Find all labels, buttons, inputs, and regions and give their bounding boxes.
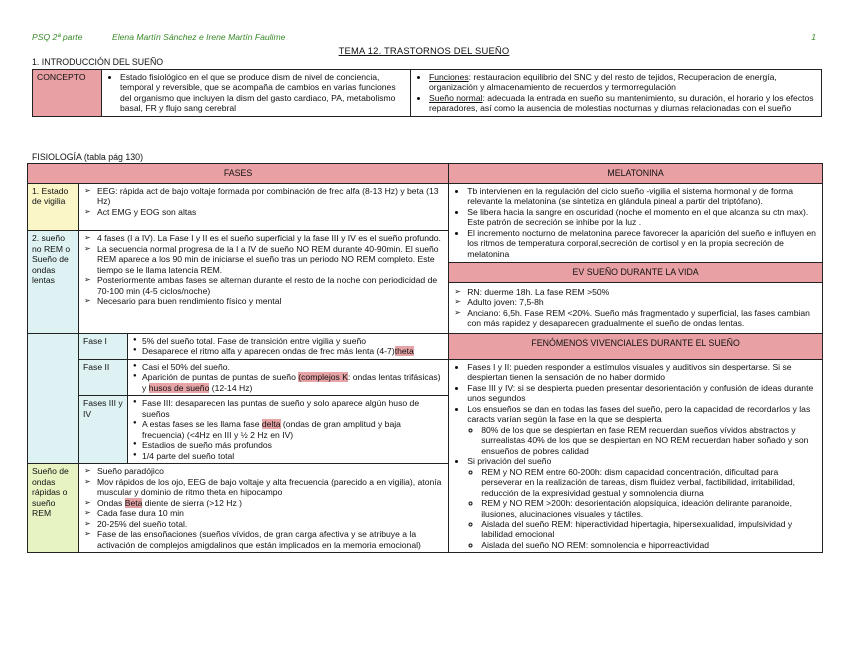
fase34-item: ● A estas fases se les llama fase delta (ondas de gran amplitud y baja frecuencia) (<4Hz en III y ½ 2 Hz en IV) xyxy=(142,419,444,440)
page-header xyxy=(32,32,816,44)
fase1-label: Fase I xyxy=(79,333,128,359)
fenomenos-item: • Fases I y II: pueden responder a estímulos visuales y auditivos sin despertarse. Si se despiertan tienen la sensación de no haber dormido xyxy=(467,362,818,383)
melatonina-item: • El incremento nocturno de melatonina parece favorecer la aparición del sueño e influyen en los ritmos de temperatura corporal,secreción de cortisol y en la propia secreción de melatonina xyxy=(467,228,818,259)
rem-item: ➢ Ondas Beta diente de sierra (>12 Hz ) xyxy=(97,498,444,508)
ev-item: ➢ Adulto joven: 7,5-8h xyxy=(467,297,818,307)
course-label: PSQ 2ª parte xyxy=(32,32,83,42)
norem-item: ➢ Necesario para buen rendimiento físico y mental xyxy=(97,296,444,306)
concept-label: CONCEPTO xyxy=(33,70,102,117)
fase1-item: ● Desaparece el ritmo alfa y aparecen ondas de frec más lenta (4-7)theta xyxy=(142,346,444,356)
rem-item: ➢ Mov rápidos de los ojo, EEG de bajo voltaje y alta frecuencia (parecido a en vigilia), atonía muscular y dominio de ritmo theta en hipocampo xyxy=(97,477,444,498)
fase34-label: Fases III y IV xyxy=(79,396,128,464)
privacion-subitem: ◦ Aislada del sueño NO REM: somnolencia e hiporreactividad xyxy=(481,540,818,550)
ev-item: ➢ RN: duerme 18h. La fase REM >50% xyxy=(467,287,818,297)
rem-label: Sueño de ondas rápidas o sueño REM xyxy=(28,464,79,553)
privacion-subitem: ◦ REM y NO REM entre 60-200h: dism capacidad concentración, dificultad para perseverar en la realización de tareas, dism fluidez verbal, factibilidad, irritabilidad, reducción de la expresividad gestual y somnolencia diurna xyxy=(481,467,818,498)
fenomenos-item: • Fase III y IV: si se despierta pueden presentar desorientación y confusión de ideas durante unos segundos xyxy=(467,383,818,404)
norem-item: ➢ Posteriormente ambas fases se alternan durante el resto de la noche con periodicidad de 70-100 min (4-5 ciclos/noche) xyxy=(97,275,444,296)
page-title: TEMA 12. TRASTORNOS DEL SUEÑO xyxy=(338,45,510,56)
funciones-item: • Funciones: restauracion equilibrio del SNC y del resto de tejidos, Recuperacion de energía, organización y almacenamiento de recuerdos y termorregulación xyxy=(429,72,817,93)
fenomenos-item: • Los ensueños se dan en todas las fases del sueño, pero la capacidad de recordarlos y las caracts varían según la fase en la que se despierta ◦ 80% de los que se despiertan en fase REM recuerdan sueños vívidos abstractos y surrealistas 40% de los que se despiertan en NO REM recuerdan haber soñado y son ensueños de pobres calidad xyxy=(467,404,818,456)
concept-definition: • Estado fisiológico en el que se produce dism de nivel de conciencia, temporal y reversible, que se acompaña de cambios en varias funciones del organismo que incluyen la dism del gasto cardiaco, PA, metabolismo basal, FR y flujo sang cerebral xyxy=(120,72,406,114)
privacion-subitem: ◦ REM y NO REM >200h: desorientación alopsíquica, ideación delirante paranoide, ilusiones, alucinaciones visuales y táctiles. xyxy=(481,498,818,519)
intro-heading: 1. INTRODUCCIÓN DEL SUEÑO xyxy=(32,57,164,67)
page-number: 1 xyxy=(811,32,816,42)
sueno-normal-item: • Sueño normal: adecuada la entrada en sueño su mantenimiento, su duración, el horario y los efectos reparadores, así como la ausencia de molestias nocturnas y diurnas relacionadas con el sueño xyxy=(429,93,817,114)
rem-item: ➢ Sueño paradójico xyxy=(97,466,444,476)
melatonina-item: • Se libera hacia la sangre en oscuridad (noche el momento en el que alcanza su ctn max). Este patrón de secreción se inhibe por la luz . xyxy=(467,207,818,228)
fase1-item: ● 5% del sueño total. Fase de transición entre vigilia y sueño xyxy=(142,336,444,346)
fase34-item: ● 1/4 parte del sueño total xyxy=(142,451,444,461)
rem-item: ➢ Cada fase dura 10 min xyxy=(97,508,444,518)
fase34-item: ● Fase III: desaparecen las puntas de sueño y solo aparece algún huso de sueños xyxy=(142,398,444,419)
norem-item: ➢ 4 fases (I a IV). La Fase I y II es el sueño superficial y la fase III y IV es el sueño profundo. xyxy=(97,233,444,243)
rem-item: ➢ Fase de las ensoñaciones (sueños vívidos, de gran carga afectiva y se atribuye a la activación de complejos amigdalinos que están implicados en la memoria emocional) xyxy=(97,529,444,550)
concept-table xyxy=(32,69,822,117)
melatonina-header: MELATONINA xyxy=(449,164,823,184)
vigilia-label: 1. Estado de vigilia xyxy=(28,183,79,231)
authors-label: Elena Martín Sánchez e Irene Martín Faulime xyxy=(112,32,286,42)
norem-item: ➢ La secuencia normal progresa de la I a IV de sueño NO REM durante 40-90min. El sueño REM aparece a los 90 min de iniciarse el sueño tras un periodo NO REM completo. Este tiempo se le llama latencia REM. xyxy=(97,244,444,275)
melatonina-item: • Tb intervienen en la regulación del ciclo sueño -vigilia el sistema hormonal y de forma relevante la melatonina (se sintetiza en glándula pineal a partir del triptófano). xyxy=(467,186,818,207)
fenomenos-subitem: ◦ 80% de los que se despiertan en fase REM recuerdan sueños vívidos abstractos y surrealistas 40% de los que se despiertan en NO REM recuerdan haber soñado y son ensueños de pobres calidad xyxy=(481,425,818,456)
fisiologia-table xyxy=(27,163,823,553)
norem-label: 2. sueño no REM o Sueño de ondas lentas xyxy=(28,231,79,333)
fenomenos-item: • Si privación del sueño ◦ REM y NO REM entre 60-200h: dism capacidad concentración, dificultad para perseverar en la realización de tareas, dism fluidez verbal, factibilidad, irritabilidad, reducción de la expresividad gestual y somnolencia diurna ◦ REM y NO REM >200h: desorientación alopsíquica, ideación delirante paranoide, ilusiones, alucinaciones visuales y táctiles. ◦ Aislada del sueño REM: hiperactividad hipertagia, hipersexualidad, impulsividad y labilidad emocional ◦ Aislada del sueño NO REM: somnolencia e hiporreactividad xyxy=(467,456,818,550)
ev-item: ➢ Anciano: 6,5h. Fase REM <20%. Sueño más fragmentado y superficial, las fases cambian con más rapidez y desaparecen gradualmente el sueño de ondas lentas. xyxy=(467,308,818,329)
fase2-item: ● Casi el 50% del sueño. xyxy=(142,362,444,372)
privacion-subitem: ◦ Aislada del sueño REM: hiperactividad hipertagia, hipersexualidad, impulsividad y labilidad emocional xyxy=(481,519,818,540)
fenomenos-header: FENÓMENOS VIVENCIALES DURANTE EL SUEÑO xyxy=(449,333,823,359)
vigilia-item: ➢ EEG: rápida act de bajo voltaje formada por combinación de frec alfa (8-13 Hz) y beta (13 Hz) xyxy=(97,186,444,207)
rem-item: ➢ 20-25% del sueño total. xyxy=(97,519,444,529)
vigilia-item: ➢ Act EMG y EOG son altas xyxy=(97,207,444,217)
ev-sueno-header: EV SUEÑO DURANTE LA VIDA xyxy=(449,262,822,283)
fases-header: FASES xyxy=(28,164,449,184)
fase34-item: ● Estadios de sueño más profundos xyxy=(142,440,444,450)
fase2-item: ● Aparición de puntas de puntas de sueño (complejos K: ondas lentas trifásicas) y husos de sueño (12-14 Hz) xyxy=(142,372,444,393)
fisio-heading: FISIOLOGÍA (tabla pág 130) xyxy=(32,152,143,162)
fase2-label: Fase II xyxy=(79,359,128,396)
